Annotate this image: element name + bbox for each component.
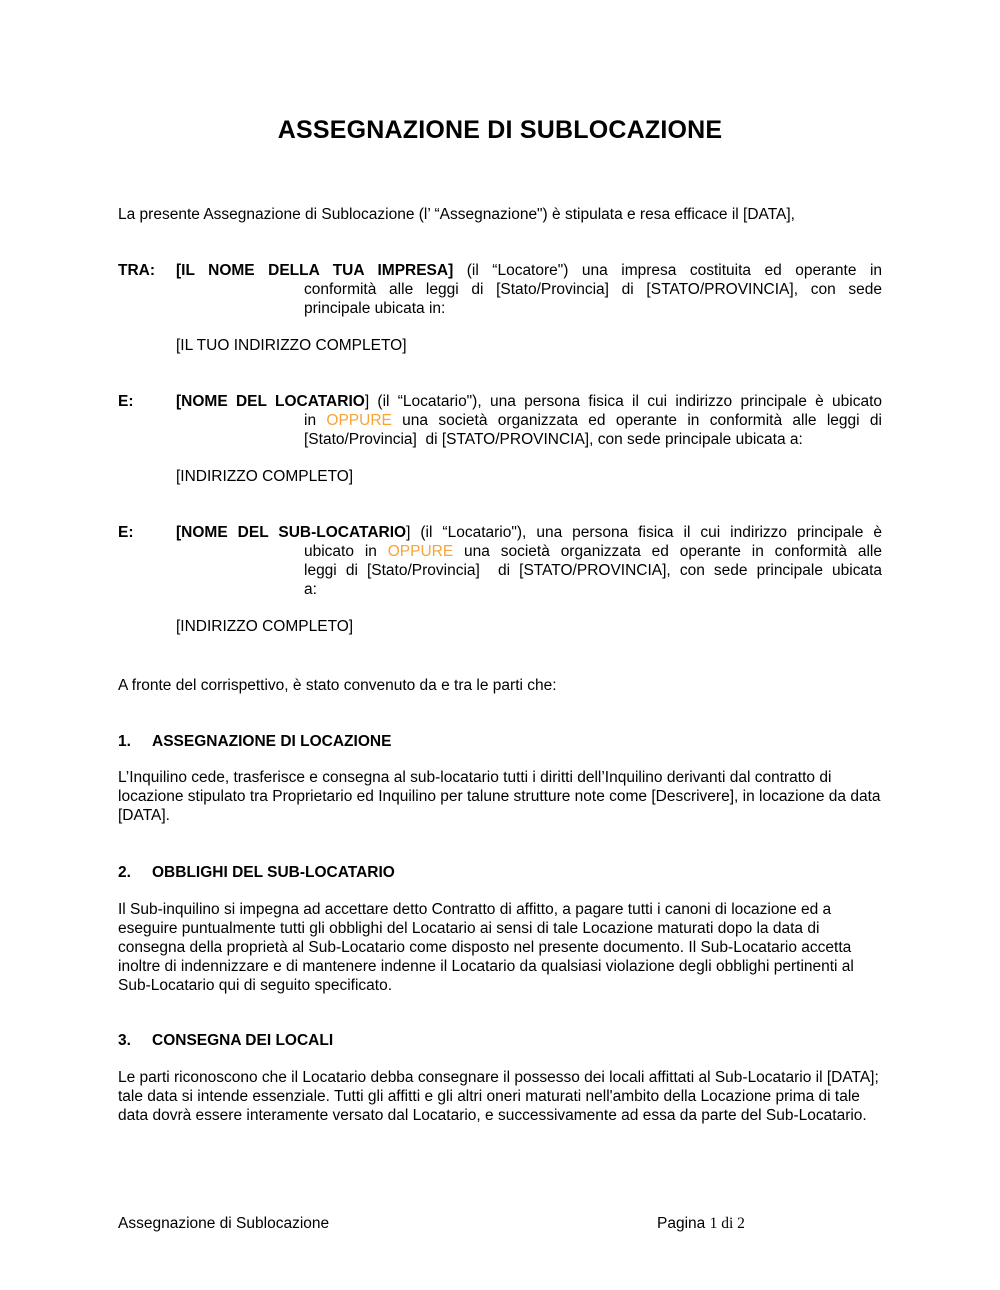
section-heading: ASSEGNAZIONE DI LOCAZIONE <box>152 733 392 750</box>
party-line: conformità alle leggi di [Stato/Provincia] di [STATO/PROVINCIA], con sede <box>304 281 882 298</box>
party-line: [Stato/Provincia] di [STATO/PROVINCIA], con sede principale ubicata a: <box>304 431 803 448</box>
party-line: [NOME DEL LOCATARIO] (il “Locatario"), una persona fisica il cui indirizzo principale è ubicato <box>176 393 883 410</box>
oppure-highlight: OPPURE <box>326 412 392 429</box>
party-line: a: <box>304 581 317 598</box>
party-label: TRA: <box>118 262 156 279</box>
section-number: 3. <box>118 1032 131 1049</box>
party-name: [NOME DEL LOCATARIO <box>176 393 365 410</box>
party-line: in OPPURE una società organizzata ed operante in conformità alle leggi di <box>304 412 882 429</box>
section-heading: CONSEGNA DEI LOCALI <box>152 1032 334 1049</box>
party-line: [IL NOME DELLA TUA IMPRESA] (il “Locatore") una impresa costituita ed operante in <box>176 262 883 279</box>
section-body: Il Sub-inquilino si impegna ad accettare detto Contratto di affitto, a pagare tutti i canoni di locazione ed a eseguire puntualmente tutti gli obblighi del Locatario ai sensi di tale Locazione maturati dopo la data di consegna della proprietà al Sub-Locatario come disposto nel presente documento. Il Sub-Locatario accetta inoltre di indennizzare e di mantenere indenne il Locatario da qualsiasi violazione degli obblighi pertinenti al Sub-Locatario qui di seguito specificato. <box>118 901 854 994</box>
party-address: [INDIRIZZO COMPLETO] <box>176 468 354 485</box>
section-body: L’Inquilino cede, trasferisce e consegna al sub-locatario tutti i diritti dell’Inquilino derivanti dal contratto di locazione stipulato tra Proprietario ed Inquilino per talune strutture note come [Descrivere], in locazione da data [DATA]. <box>118 769 881 824</box>
section-number: 1. <box>118 733 131 750</box>
party-line: ubicato in OPPURE una società organizzata ed operante in conformità alle <box>304 543 882 560</box>
preamble-paragraph: A fronte del corrispettivo, è stato convenuto da e tra le parti che: <box>118 677 557 694</box>
intro-paragraph: La presente Assegnazione di Sublocazione (l’ “Assegnazione") è stipulata e resa efficace il [DATA], <box>118 206 795 223</box>
section-heading: OBBLIGHI DEL SUB-LOCATARIO <box>152 864 395 881</box>
footer-document-name: Assegnazione di Sublocazione <box>118 1215 330 1232</box>
section-number: 2. <box>118 864 131 881</box>
party-label: E: <box>118 524 134 541</box>
section-body: Le parti riconoscono che il Locatario debba consegnare il possesso dei locali affittati al Sub-Locatario il [DATA]; tale data si intende essenziale. Tutti gli affitti e gli altri oneri maturati nell'ambito della Locazione prima di tale data dovrà essere interamente versato dal Locatario, e successivamente ad essa da parte del Sub-Locatario. <box>118 1069 879 1124</box>
oppure-highlight: OPPURE <box>387 543 454 560</box>
party-line: [NOME DEL SUB-LOCATARIO] (il “Locatario"), una persona fisica il cui indirizzo principale è <box>176 524 882 541</box>
party-line: leggi di [Stato/Provincia] di [STATO/PROVINCIA], con sede principale ubicata <box>304 562 882 579</box>
document-title: ASSEGNAZIONE DI SUBLOCAZIONE <box>277 116 723 144</box>
party-name: [IL NOME DELLA TUA IMPRESA] <box>176 262 454 279</box>
party-line: principale ubicata in: <box>304 300 446 317</box>
party-name: [NOME DEL SUB-LOCATARIO <box>176 524 407 541</box>
footer-page-number: Pagina 1 di 2 <box>657 1215 745 1232</box>
party-address: [IL TUO INDIRIZZO COMPLETO] <box>176 337 407 354</box>
party-address: [INDIRIZZO COMPLETO] <box>176 618 354 635</box>
party-label: E: <box>118 393 134 410</box>
